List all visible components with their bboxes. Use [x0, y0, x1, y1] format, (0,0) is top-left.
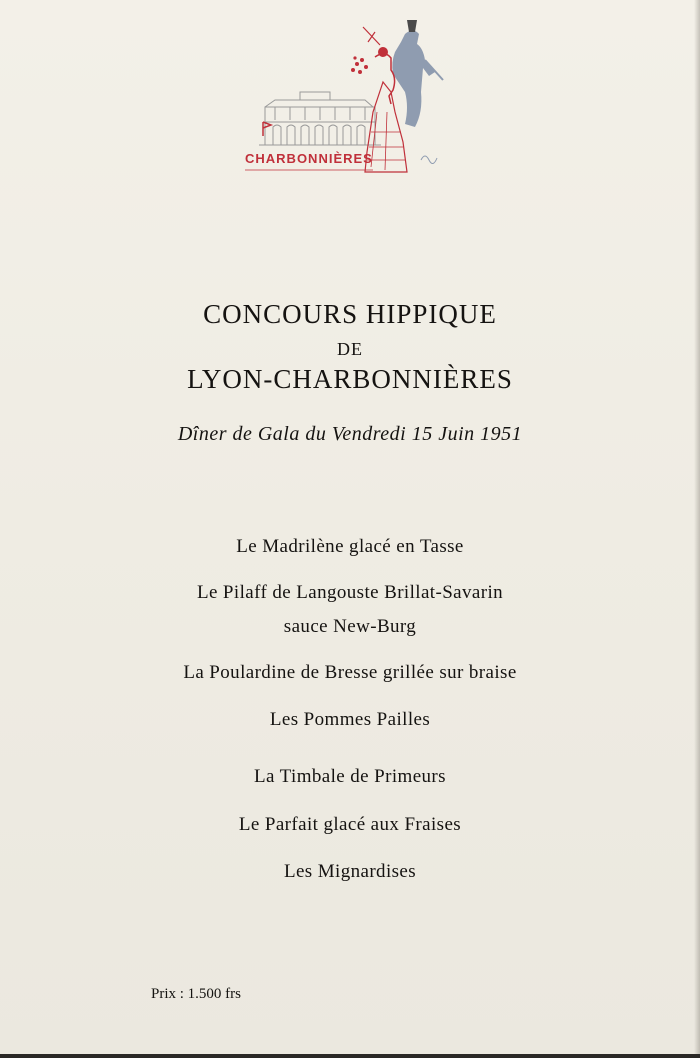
price-label: Prix : 1.500 frs: [151, 986, 241, 1002]
menu-item: La Timbale de Primeurs: [254, 766, 446, 787]
menu-item: Les Pommes Pailles: [269, 709, 431, 730]
event-subtitle: Dîner de Gala du Vendredi 15 Juin 1951: [177, 423, 523, 445]
title-line-2: DE: [337, 339, 363, 359]
charbonnieres-logo: [245, 12, 455, 182]
page-bottom-edge: [0, 1054, 700, 1058]
menu-item: Le Parfait glacé aux Fraises: [238, 814, 462, 835]
menu-item: Le Pilaff de Langouste Brillat-Savarin: [196, 582, 504, 603]
menu-item-note: sauce New-Burg: [283, 616, 417, 637]
title-line-3: LYON-CHARBONNIÈRES: [187, 364, 513, 394]
page-edge-shadow: [694, 0, 700, 1058]
logo-wordmark: CHARBONNIÈRES: [245, 151, 373, 166]
menu-item: La Poulardine de Bresse grillée sur braise: [183, 662, 517, 683]
menu-item: Le Madrilène glacé en Tasse: [236, 536, 464, 557]
title-line-1: CONCOURS HIPPIQUE: [203, 299, 497, 329]
menu-item: Les Mignardises: [283, 861, 417, 882]
